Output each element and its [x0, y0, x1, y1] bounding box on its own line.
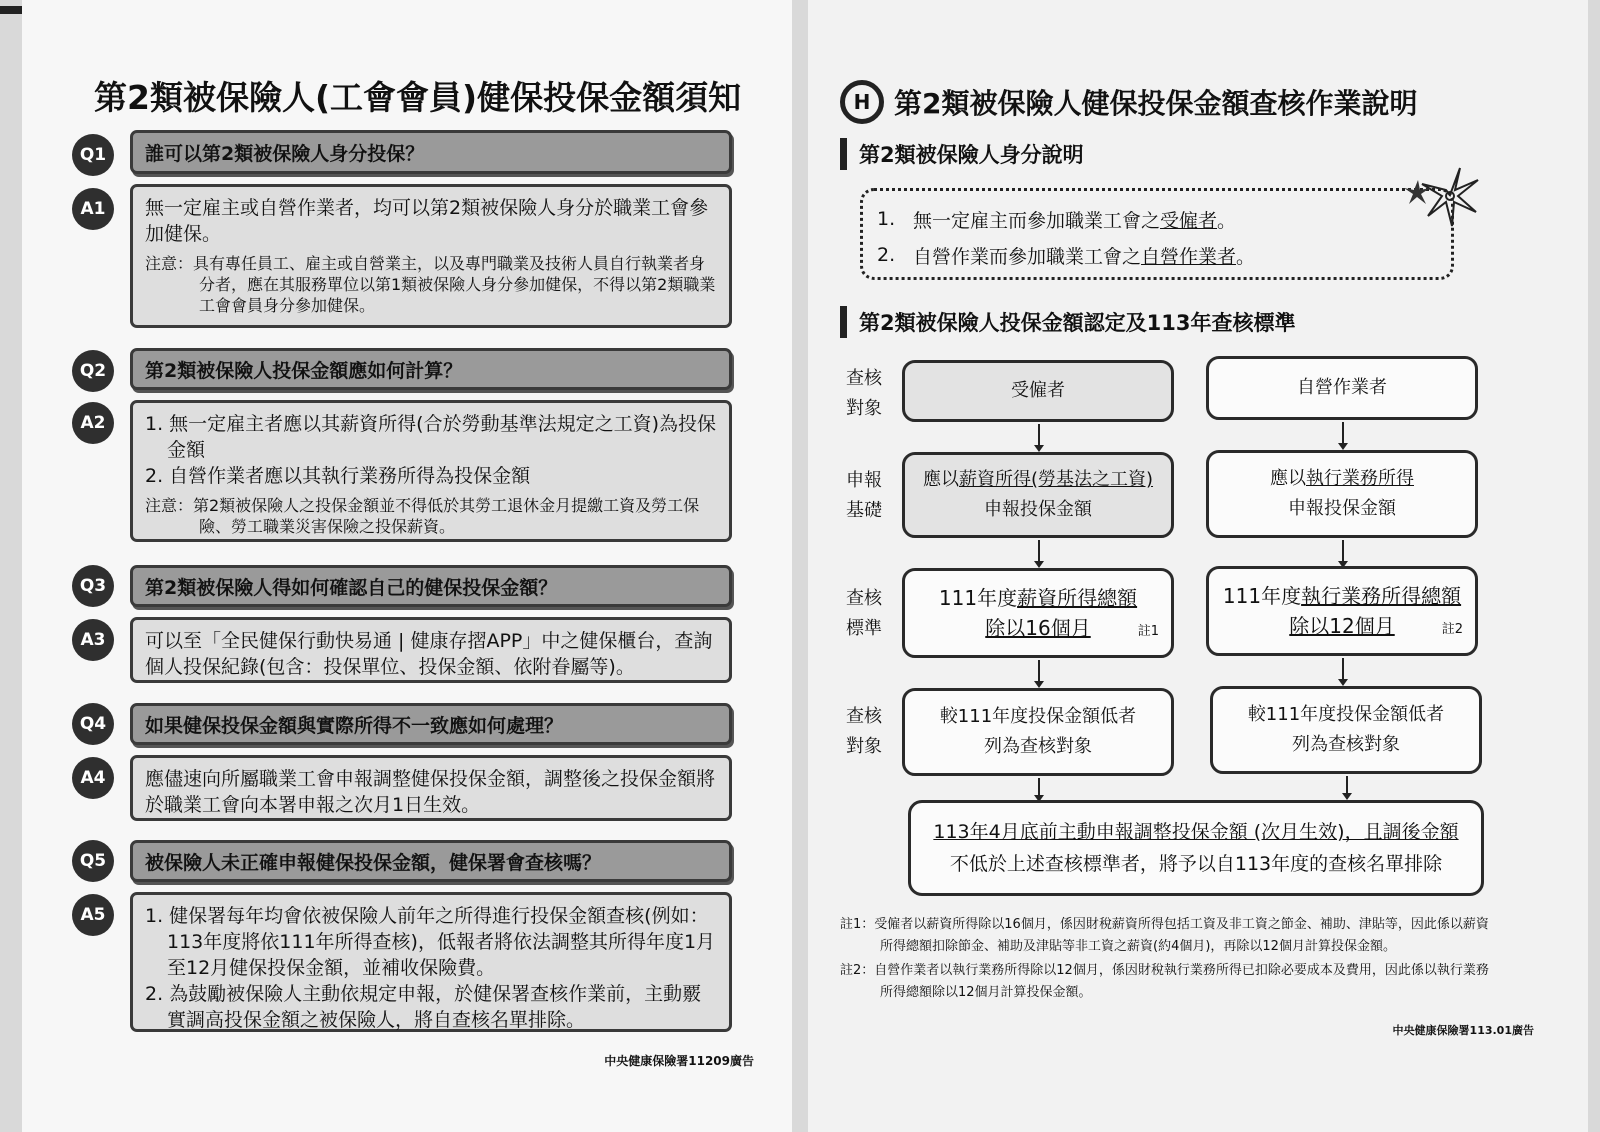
flow-box-text: 申報投保金額 [1288, 498, 1396, 519]
item-emphasis: 受僱者 [1160, 209, 1218, 232]
question-badge: Q5 [72, 840, 114, 882]
item-emphasis: 自營作業者 [1141, 245, 1237, 268]
answer-item: 2. 為鼓勵被保險人主動依規定申報，於健保署查核作業前，主動覈實調高投保金額之被保險人，將自查核名單排除。 [145, 983, 702, 1031]
flow-box-exemption [908, 800, 1484, 896]
flow-box-line [905, 583, 1171, 613]
answer-badge: A1 [72, 188, 114, 230]
row-label-text: 申報 基礎 [846, 470, 882, 521]
flow-arrow [1038, 660, 1040, 682]
question-badge: Q1 [72, 134, 114, 176]
row-label-text: 查核 對象 [846, 706, 882, 757]
flow-box-text: 列為查核對象 [1292, 734, 1400, 755]
flow-box-text: 自營作業者 [1297, 377, 1387, 398]
answer-box [130, 755, 732, 821]
footnote-1: 註1：受僱者以薪資所得除以16個月，係因財稅薪資所得包括工資及非工資之節金、補助、津貼等，因此係以薪資所得總額扣除節金、補助及津貼等非工資之薪資(約4個月)，再除以12個月計算投保金額。 [840, 917, 1489, 954]
flow-box-emphasis: 除以16個月 [985, 616, 1091, 640]
question-badge: Q4 [72, 703, 114, 745]
flow-box-text: 不低於上述查核標準者，將予以自113年度的查核名單排除 [949, 853, 1443, 875]
section-heading-identity [840, 138, 1084, 170]
flow-box-employee-basis [902, 452, 1174, 538]
right-title-row [840, 80, 1418, 124]
identity-item [877, 201, 1437, 237]
right-page [808, 0, 1588, 1132]
flow-box-self-employed-standard [1206, 566, 1478, 656]
flow-box-text: 較111年度投保金額低者 [939, 706, 1137, 727]
item-number: 2. [877, 244, 896, 266]
question-box: 誰可以第2類被保險人身分投保？ [130, 130, 732, 174]
identity-item [877, 237, 1437, 273]
footnote-ref: 註1 [1137, 624, 1159, 639]
flow-box-text: 列為查核對象 [984, 736, 1092, 757]
footnote-ref: 註2 [1441, 622, 1463, 637]
flow-box-self-employed-target [1206, 356, 1478, 420]
answer-badge: A4 [72, 757, 114, 799]
flow-box-employee-standard [902, 568, 1174, 658]
left-page [22, 0, 792, 1132]
flow-box-text: 應以 [1270, 468, 1306, 489]
section-bar [840, 138, 847, 170]
section-title: 第2類被保險人身分說明 [859, 143, 1084, 167]
answer-badge: A5 [72, 894, 114, 936]
flow-arrow [1342, 422, 1344, 444]
flow-box-line [905, 465, 1171, 495]
nhi-logo-icon: H [840, 80, 884, 124]
flow-box-line [1209, 581, 1475, 611]
flow-box-text: 111年度 [938, 586, 1018, 610]
footnote-2: 註2：自營作業者以執行業務所得除以12個月，係因財稅執行業務所得已扣除必要成本及費用，因此係以執行業務所得總額除以12個月計算投保金額。 [840, 963, 1489, 1000]
flow-box-employee-audit [902, 688, 1174, 776]
section-heading-standard [840, 306, 1295, 338]
answer-box [130, 184, 732, 328]
answer-note: 注意：第2類被保險人之投保金額並不得低於其勞工退休金月提繳工資及勞工保險、勞工職業災害保險之投保薪資。 [145, 496, 700, 536]
flow-box-text: 申報投保金額 [984, 499, 1092, 520]
row-label-audit [844, 702, 884, 762]
answer-text: 無一定雇主或自營作業者，均可以第2類被保險人身分於職業工會參加健保。 [145, 197, 709, 245]
flow-box-text: 受僱者 [1011, 380, 1065, 401]
answer-text: 可以至「全民健保行動快易通 | 健康存摺APP」中之健保櫃台，查詢個人投保紀錄(包含：投保單位、投保金額、依附眷屬等)。 [145, 630, 713, 678]
row-label-target [844, 364, 884, 424]
left-page-title: 第2類被保險人(工會會員)健保投保金額須知 [94, 78, 742, 117]
row-label-text: 查核 標準 [846, 588, 882, 639]
flow-box-emphasis: 執行業務所得 [1306, 468, 1414, 489]
answer-badge: A2 [72, 402, 114, 444]
flow-arrow [1038, 540, 1040, 562]
answer-text: 應儘速向所屬職業工會申報調整健保投保金額，調整後之投保金額將於職業工會向本署申報之次月1日生效。 [145, 768, 716, 816]
row-label-basis [844, 466, 884, 526]
flow-box-emphasis: 除以12個月 [1289, 614, 1395, 638]
flow-box-self-employed-audit [1210, 686, 1482, 774]
answer-item: 1. 無一定雇主者應以其薪資所得(合於勞動基準法規定之工資)為投保金額 [145, 413, 716, 461]
question-badge: Q2 [72, 350, 114, 392]
right-page-title: 第2類被保險人健保投保金額查核作業說明 [894, 87, 1418, 120]
section-title: 第2類被保險人投保金額認定及113年查核標準 [859, 311, 1296, 335]
item-text: 自營作業而參加職業工會之 [913, 245, 1142, 268]
flow-box-emphasis: 薪資所得總額 [1017, 586, 1138, 610]
flow-arrow [1342, 658, 1344, 680]
identity-box [860, 188, 1454, 280]
answer-box [130, 400, 732, 542]
question-box: 如果健保投保金額與實際所得不一致應如何處理？ [130, 703, 732, 745]
flow-arrow [1038, 778, 1040, 796]
item-text: 無一定雇主而參加職業工會之 [913, 209, 1161, 232]
section-bar [840, 306, 847, 338]
flow-box-employee-target [902, 360, 1174, 422]
row-label-text: 查核 對象 [846, 368, 882, 419]
item-suffix: 。 [1217, 209, 1237, 232]
flow-box-text: 111年度 [1222, 584, 1302, 608]
question-box: 第2類被保險人得如何確認自己的健保投保金額？ [130, 565, 732, 607]
answer-box [130, 892, 732, 1032]
flow-box-line [1209, 464, 1475, 494]
flow-box-text: 113年4月底前主動申報調整投保金額 (次月生效)，且調後金額 [933, 821, 1459, 843]
item-suffix: 。 [1236, 245, 1256, 268]
flow-box-text: 應以 [922, 469, 959, 490]
answer-note: 注意：具有專任員工、雇主或自營業主，以及專門職業及技術人員自行執業者身分者，應在其服務單位以第1類被保險人身分參加健保，不得以第2類職業工會會員身分參加健保。 [145, 254, 716, 315]
item-number: 1. [877, 208, 896, 230]
answer-item: 1. 健保署每年均會依被保險人前年之所得進行投保金額查核(例如：113年度將依111年所得查核)，低報者將依法調整其所得年度1月至12月健保投保金額，並補收保險費。 [145, 905, 716, 979]
right-footer-credit: 中央健康保險署113.01廣告 [1392, 1024, 1534, 1037]
question-box: 第2類被保險人投保金額應如何計算？ [130, 348, 732, 390]
row-label-standard [844, 584, 884, 644]
flow-arrow [1342, 540, 1344, 562]
flow-box-emphasis: 執行業務所得總額 [1301, 584, 1462, 608]
answer-item: 2. 自營作業者應以其執行業務所得為投保金額 [145, 465, 531, 487]
flow-box-text: 較111年度投保金額低者 [1247, 704, 1445, 725]
question-box: 被保險人未正確申報健保投保金額，健保署會查核嗎？ [130, 840, 732, 882]
flow-box-self-employed-basis [1206, 450, 1478, 538]
left-footer-credit: 中央健康保險署11209廣告 [604, 1054, 754, 1068]
answer-badge: A3 [72, 619, 114, 661]
flower-decoration-icon [1400, 160, 1480, 230]
flow-arrow [1346, 776, 1348, 794]
flow-box-emphasis: 薪資所得(勞基法之工資) [958, 469, 1154, 490]
question-badge: Q3 [72, 565, 114, 607]
flow-arrow [1038, 424, 1040, 446]
scan-corner-mark [0, 6, 22, 14]
answer-box [130, 617, 732, 683]
